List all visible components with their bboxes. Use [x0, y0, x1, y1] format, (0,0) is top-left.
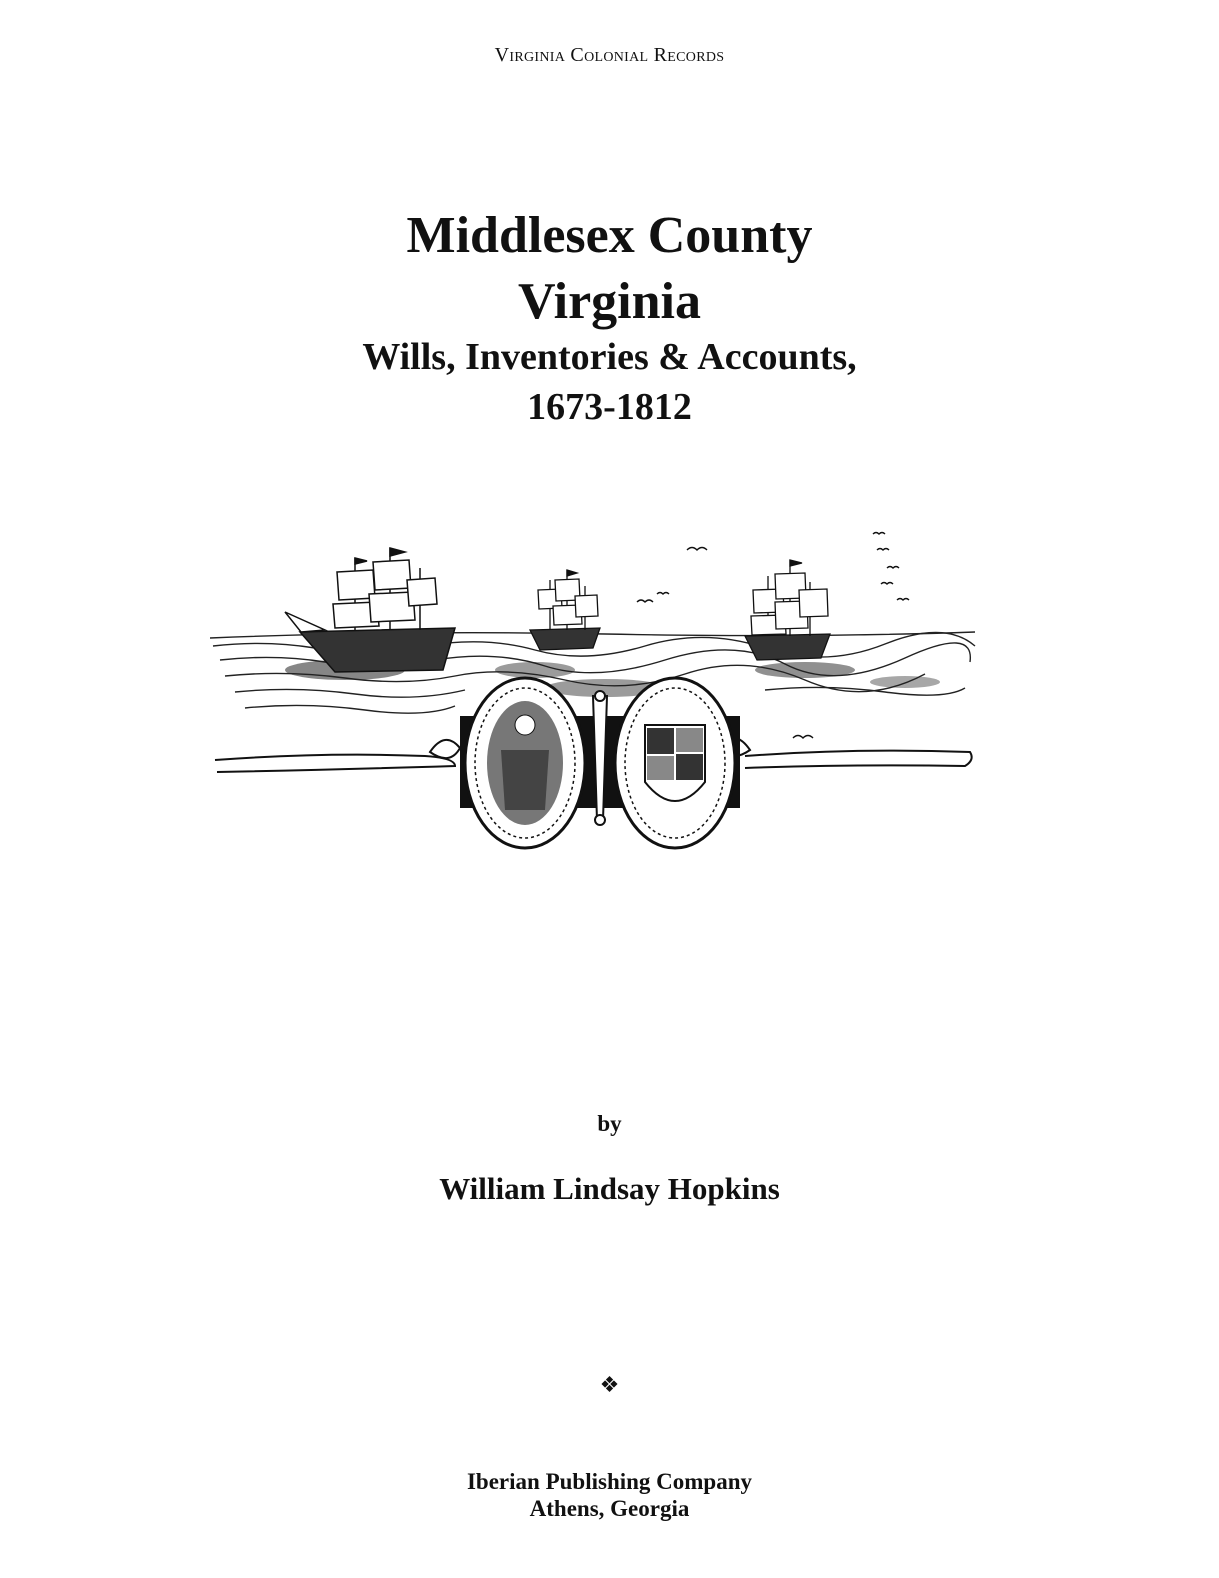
author-name: William Lindsay Hopkins [439, 1171, 780, 1206]
ship-middle-icon [530, 570, 600, 650]
byline-by: by [597, 1111, 622, 1136]
publisher-city: Athens, Georgia [529, 1496, 690, 1521]
publisher-name: Iberian Publishing Company [466, 1469, 753, 1494]
left-seal-icon [465, 678, 585, 848]
book-subtitle-line-1: Wills, Inventories & Accounts, [362, 336, 857, 378]
book-subtitle-line-2: 1673-1812 [527, 386, 692, 428]
series-title: Virginia Colonial Records [494, 44, 725, 66]
ship-right-icon [745, 560, 830, 660]
ships-engraving-illustration [205, 520, 980, 855]
ornament-icon: ❖ [599, 1372, 620, 1397]
book-title-line-2: Virginia [518, 273, 701, 330]
book-title-line-1: Middlesex County [406, 207, 813, 264]
right-seal-icon [615, 678, 735, 848]
ship-left-icon [285, 548, 455, 672]
